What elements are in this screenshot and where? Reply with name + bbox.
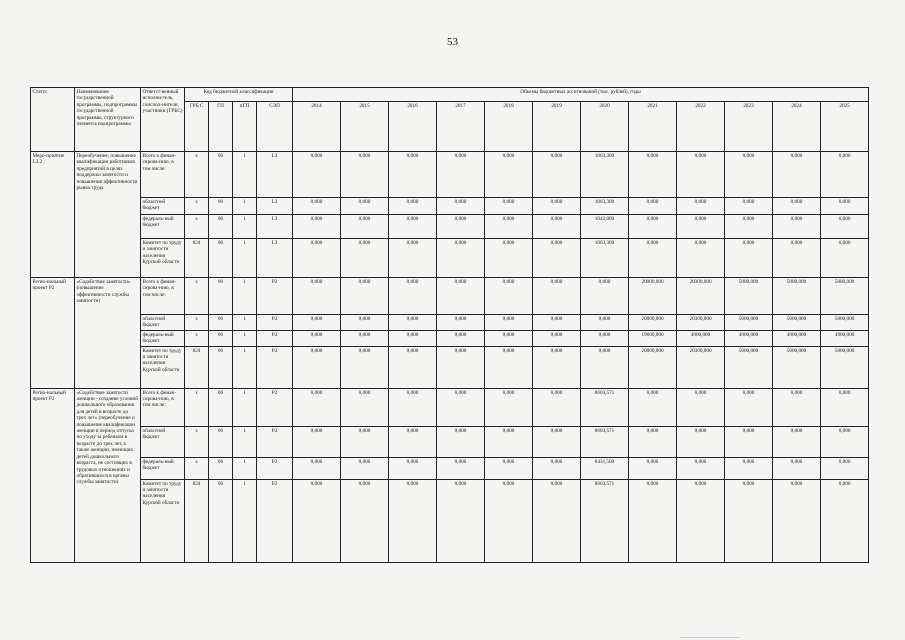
cell-value-2020: 8603,571 xyxy=(581,426,629,457)
cell-code: 1 xyxy=(233,278,257,315)
header-year-2023: 2023 xyxy=(725,102,773,152)
cell-code: 1 xyxy=(233,457,257,479)
cell-value-2024: 5000,000 xyxy=(773,315,821,331)
cell-status: Меро-приятие L3.2 xyxy=(31,152,75,278)
cell-code: 1 xyxy=(233,346,257,388)
cell-code: 06 xyxy=(209,479,233,562)
cell-value-2025: 5000,000 xyxy=(821,278,869,315)
cell-value-2018: 0,000 xyxy=(485,198,533,215)
cell-code: 1 xyxy=(233,239,257,278)
footer-line xyxy=(680,637,740,638)
cell-value-2016: 0,000 xyxy=(389,278,437,315)
cell-value-2014: 0,000 xyxy=(293,198,341,215)
cell-value-2023: 5000,000 xyxy=(725,346,773,388)
cell-value-2022: 0,000 xyxy=(677,479,725,562)
cell-value-2022: 0,000 xyxy=(677,457,725,479)
cell-value-2024: 0,000 xyxy=(773,388,821,426)
cell-value-2021: 0,000 xyxy=(629,479,677,562)
cell-code: 1 xyxy=(233,152,257,198)
cell-value-2025: 0,000 xyxy=(821,152,869,198)
cell-value-2022: 20300,000 xyxy=(677,315,725,331)
cell-value-2020: 1063,300 xyxy=(581,239,629,278)
cell-value-2023: 0,000 xyxy=(725,198,773,215)
table-row xyxy=(31,346,869,388)
cell-code: P2 xyxy=(257,330,293,346)
cell-value-2014: 0,000 xyxy=(293,330,341,346)
cell-value-2018: 0,000 xyxy=(485,330,533,346)
cell-value-2023: 4900,000 xyxy=(725,330,773,346)
cell-value-2017: 0,000 xyxy=(437,479,485,562)
cell-value-2023: 0,000 xyxy=(725,426,773,457)
cell-value-2018: 0,000 xyxy=(485,388,533,426)
cell-value-2016: 0,000 xyxy=(389,346,437,388)
cell-value-2016: 0,000 xyxy=(389,152,437,198)
cell-value-2017: 0,000 xyxy=(437,278,485,315)
cell-value-2015: 0,000 xyxy=(341,330,389,346)
header-year-2021: 2021 xyxy=(629,102,677,152)
cell-code: 1 xyxy=(233,426,257,457)
cell-code: L3 xyxy=(257,198,293,215)
cell-code: P2 xyxy=(257,426,293,457)
cell-code: 1 xyxy=(233,215,257,239)
header-code-col: СЭП xyxy=(257,102,293,152)
cell-value-2021: 0,000 xyxy=(629,388,677,426)
cell-executor: Всего к финан-сирова-нию, в том числе: xyxy=(141,152,185,198)
cell-value-2023: 0,000 xyxy=(725,388,773,426)
table-header xyxy=(31,88,869,152)
cell-code: P2 xyxy=(257,278,293,315)
cell-code: 06 xyxy=(209,426,233,457)
cell-code: 06 xyxy=(209,330,233,346)
cell-value-2017: 0,000 xyxy=(437,457,485,479)
cell-value-2021: 20000,000 xyxy=(629,278,677,315)
cell-value-2022: 0,000 xyxy=(677,388,725,426)
header-year-2019: 2019 xyxy=(533,102,581,152)
cell-executor: областной бюджет xyxy=(141,315,185,331)
table-row xyxy=(31,278,869,315)
cell-value-2014: 0,000 xyxy=(293,152,341,198)
cell-value-2025: 4900,000 xyxy=(821,330,869,346)
cell-executor: областной бюджет xyxy=(141,426,185,457)
cell-value-2019: 0,000 xyxy=(533,215,581,239)
cell-code: х xyxy=(185,278,209,315)
cell-value-2024: 0,000 xyxy=(773,479,821,562)
cell-value-2017: 0,000 xyxy=(437,152,485,198)
cell-value-2017: 0,000 xyxy=(437,388,485,426)
cell-name: «Содействие занятости» (повышение эффективности службы занятости) xyxy=(75,278,141,389)
cell-value-2019: 0,000 xyxy=(533,315,581,331)
header-volumes: Объемы бюджетных ассигнований (тыс. рублей), годы xyxy=(293,88,869,102)
cell-value-2019: 0,000 xyxy=(533,426,581,457)
header-status: Статус xyxy=(31,88,75,152)
cell-value-2024: 5000,000 xyxy=(773,346,821,388)
cell-value-2018: 0,000 xyxy=(485,215,533,239)
cell-value-2016: 0,000 xyxy=(389,215,437,239)
cell-value-2019: 0,000 xyxy=(533,388,581,426)
cell-value-2015: 0,000 xyxy=(341,479,389,562)
cell-value-2022: 0,000 xyxy=(677,215,725,239)
cell-value-2019: 0,000 xyxy=(533,457,581,479)
cell-value-2025: 0,000 xyxy=(821,198,869,215)
cell-value-2021: 0,000 xyxy=(629,426,677,457)
cell-value-2019: 0,000 xyxy=(533,152,581,198)
cell-code: L3 xyxy=(257,239,293,278)
cell-value-2024: 4900,000 xyxy=(773,330,821,346)
cell-code: 06 xyxy=(209,315,233,331)
header-code-col: пГП xyxy=(233,102,257,152)
cell-value-2019: 0,000 xyxy=(533,278,581,315)
cell-code: 06 xyxy=(209,346,233,388)
cell-code: P2 xyxy=(257,388,293,426)
cell-value-2024: 0,000 xyxy=(773,215,821,239)
cell-code: х xyxy=(185,198,209,215)
cell-value-2018: 0,000 xyxy=(485,479,533,562)
cell-value-2020: 0,000 xyxy=(581,315,629,331)
cell-value-2024: 0,000 xyxy=(773,152,821,198)
cell-value-2020: 8431,500 xyxy=(581,457,629,479)
cell-value-2015: 0,000 xyxy=(341,346,389,388)
cell-value-2015: 0,000 xyxy=(341,198,389,215)
cell-value-2022: 20300,000 xyxy=(677,278,725,315)
table-row xyxy=(31,457,869,479)
header-year-2024: 2024 xyxy=(773,102,821,152)
cell-code: 1 xyxy=(233,330,257,346)
cell-value-2019: 0,000 xyxy=(533,198,581,215)
cell-code: P2 xyxy=(257,457,293,479)
cell-value-2018: 0,000 xyxy=(485,315,533,331)
cell-value-2021: 0,000 xyxy=(629,457,677,479)
header-year-2015: 2015 xyxy=(341,102,389,152)
cell-value-2015: 0,000 xyxy=(341,388,389,426)
cell-value-2017: 0,000 xyxy=(437,198,485,215)
cell-value-2015: 0,000 xyxy=(341,457,389,479)
cell-value-2025: 0,000 xyxy=(821,388,869,426)
header-executor: Ответст-венный исполни-тель, соиспол-нители, участники (ГРБС) xyxy=(141,88,185,152)
cell-value-2025: 0,000 xyxy=(821,239,869,278)
cell-code: 06 xyxy=(209,152,233,198)
cell-value-2014: 0,000 xyxy=(293,388,341,426)
header-budget-code: Код бюджетной классификации xyxy=(185,88,293,102)
cell-value-2016: 0,000 xyxy=(389,479,437,562)
table-row xyxy=(31,198,869,215)
cell-value-2024: 0,000 xyxy=(773,457,821,479)
cell-code: 1 xyxy=(233,388,257,426)
cell-value-2024: 5000,000 xyxy=(773,278,821,315)
cell-value-2023: 0,000 xyxy=(725,215,773,239)
cell-value-2021: 0,000 xyxy=(629,239,677,278)
cell-value-2019: 0,000 xyxy=(533,239,581,278)
cell-value-2016: 0,000 xyxy=(389,198,437,215)
cell-executor: федераль-ный бюджет xyxy=(141,215,185,239)
cell-executor: Всего к финан-сирова-нию, в том числе: xyxy=(141,388,185,426)
cell-name: «Содействие занятости женщин - создание условий дошкольного образования для детей в возрасте до трех лет» (переобучение и повышение квалификации женщин в период отпуска по уходу за ребенком в возрасте до трех лет, а также женщин, имеющих детей дошкольного возраста, не состоящих в трудовых отношениях и обратившихся в органы службы занятости) xyxy=(75,388,141,562)
cell-value-2023: 0,000 xyxy=(725,479,773,562)
cell-value-2021: 0,000 xyxy=(629,152,677,198)
table-row xyxy=(31,426,869,457)
cell-value-2022: 20300,000 xyxy=(677,346,725,388)
cell-code: х xyxy=(185,152,209,198)
cell-code: 06 xyxy=(209,215,233,239)
table-row xyxy=(31,215,869,239)
cell-value-2015: 0,000 xyxy=(341,278,389,315)
table-row xyxy=(31,479,869,562)
cell-value-2016: 0,000 xyxy=(389,239,437,278)
cell-code: 1 xyxy=(233,315,257,331)
cell-value-2016: 0,000 xyxy=(389,388,437,426)
cell-code: 06 xyxy=(209,457,233,479)
cell-value-2015: 0,000 xyxy=(341,215,389,239)
cell-name: Переобучение, повышение квалификации работников предприятий в целях поддержки занятости и повышения эффективности рынка труда xyxy=(75,152,141,278)
page-number: 53 xyxy=(447,36,458,48)
cell-code: P2 xyxy=(257,315,293,331)
cell-value-2019: 0,000 xyxy=(533,330,581,346)
cell-value-2022: 0,000 xyxy=(677,152,725,198)
header-year-2017: 2017 xyxy=(437,102,485,152)
header-name: Наименование государственной программы, подпрограммы государственной программы, структурного элемента подпрограммы xyxy=(75,88,141,152)
cell-code: х xyxy=(185,457,209,479)
cell-executor: областной бюджет xyxy=(141,198,185,215)
cell-value-2014: 0,000 xyxy=(293,346,341,388)
cell-value-2014: 0,000 xyxy=(293,479,341,562)
cell-value-2020: 0,000 xyxy=(581,346,629,388)
cell-value-2020: 1063,300 xyxy=(581,152,629,198)
cell-value-2016: 0,000 xyxy=(389,330,437,346)
table-body xyxy=(31,152,869,563)
cell-value-2015: 0,000 xyxy=(341,239,389,278)
cell-status: Регио-нальный проект P2 xyxy=(31,278,75,389)
cell-code: 1 xyxy=(233,479,257,562)
cell-value-2014: 0,000 xyxy=(293,457,341,479)
cell-value-2018: 0,000 xyxy=(485,457,533,479)
cell-code: х xyxy=(185,426,209,457)
cell-value-2021: 19600,000 xyxy=(629,330,677,346)
cell-value-2025: 0,000 xyxy=(821,479,869,562)
cell-value-2017: 0,000 xyxy=(437,330,485,346)
cell-value-2016: 0,000 xyxy=(389,457,437,479)
header-year-2016: 2016 xyxy=(389,102,437,152)
cell-value-2019: 0,000 xyxy=(533,346,581,388)
cell-value-2022: 0,000 xyxy=(677,426,725,457)
cell-value-2021: 0,000 xyxy=(629,198,677,215)
header-year-2014: 2014 xyxy=(293,102,341,152)
cell-value-2022: 0,000 xyxy=(677,198,725,215)
cell-code: х xyxy=(185,388,209,426)
cell-code: P2 xyxy=(257,479,293,562)
cell-value-2022: 4900,000 xyxy=(677,330,725,346)
cell-value-2020: 1063,300 xyxy=(581,198,629,215)
cell-code: 1 xyxy=(233,198,257,215)
cell-value-2017: 0,000 xyxy=(437,215,485,239)
cell-value-2025: 0,000 xyxy=(821,426,869,457)
cell-code: х xyxy=(185,215,209,239)
cell-value-2014: 0,000 xyxy=(293,315,341,331)
header-year-2018: 2018 xyxy=(485,102,533,152)
table-row xyxy=(31,152,869,198)
header-year-2025: 2025 xyxy=(821,102,869,152)
header-year-2022: 2022 xyxy=(677,102,725,152)
cell-value-2025: 0,000 xyxy=(821,215,869,239)
cell-value-2018: 0,000 xyxy=(485,426,533,457)
cell-value-2016: 0,000 xyxy=(389,426,437,457)
cell-value-2021: 20000,000 xyxy=(629,346,677,388)
header-code-col: ГП xyxy=(209,102,233,152)
cell-code: 06 xyxy=(209,388,233,426)
cell-executor: Всего к финан-сирова-нию, в том числе: xyxy=(141,278,185,315)
table-row xyxy=(31,388,869,426)
cell-value-2014: 0,000 xyxy=(293,215,341,239)
cell-value-2023: 0,000 xyxy=(725,239,773,278)
table-row xyxy=(31,330,869,346)
cell-code: 06 xyxy=(209,278,233,315)
cell-code: 824 xyxy=(185,346,209,388)
cell-value-2021: 0,000 xyxy=(629,215,677,239)
table-row xyxy=(31,315,869,331)
cell-value-2015: 0,000 xyxy=(341,426,389,457)
cell-status: Регио-нальный проект P2 xyxy=(31,388,75,562)
cell-value-2017: 0,000 xyxy=(437,315,485,331)
cell-value-2024: 0,000 xyxy=(773,426,821,457)
cell-code: х xyxy=(185,315,209,331)
cell-code: 06 xyxy=(209,198,233,215)
cell-value-2017: 0,000 xyxy=(437,239,485,278)
cell-value-2024: 0,000 xyxy=(773,198,821,215)
cell-value-2020: 8603,571 xyxy=(581,388,629,426)
cell-value-2024: 0,000 xyxy=(773,239,821,278)
cell-value-2016: 0,000 xyxy=(389,315,437,331)
cell-executor: Комитет по труду и занятости населения Курской области xyxy=(141,479,185,562)
cell-value-2023: 0,000 xyxy=(725,152,773,198)
cell-value-2025: 0,000 xyxy=(821,457,869,479)
budget-allocation-table xyxy=(30,87,869,563)
cell-value-2020: 1042,000 xyxy=(581,215,629,239)
cell-code: 824 xyxy=(185,239,209,278)
budget-table-container xyxy=(30,87,868,563)
cell-code: 824 xyxy=(185,479,209,562)
cell-value-2025: 5000,000 xyxy=(821,315,869,331)
cell-value-2018: 0,000 xyxy=(485,346,533,388)
cell-code: 06 xyxy=(209,239,233,278)
cell-value-2014: 0,000 xyxy=(293,278,341,315)
table-row xyxy=(31,239,869,278)
cell-code: L3 xyxy=(257,215,293,239)
cell-executor: федераль-ный бюджет xyxy=(141,457,185,479)
header-year-2020: 2020 xyxy=(581,102,629,152)
cell-value-2023: 0,000 xyxy=(725,457,773,479)
cell-executor: Комитет по труду и занятости населения Курской области xyxy=(141,239,185,278)
cell-code: х xyxy=(185,330,209,346)
cell-value-2015: 0,000 xyxy=(341,152,389,198)
cell-executor: федераль-ный бюджет xyxy=(141,330,185,346)
cell-value-2017: 0,000 xyxy=(437,346,485,388)
cell-value-2021: 20000,000 xyxy=(629,315,677,331)
cell-code: P2 xyxy=(257,346,293,388)
header-code-col: ГРБ С xyxy=(185,102,209,152)
cell-value-2020: 0,000 xyxy=(581,278,629,315)
cell-value-2023: 5000,000 xyxy=(725,315,773,331)
cell-executor: Комитет по труду и занятости населения Курской области xyxy=(141,346,185,388)
cell-value-2018: 0,000 xyxy=(485,278,533,315)
cell-value-2020: 8603,571 xyxy=(581,479,629,562)
cell-value-2025: 5000,000 xyxy=(821,346,869,388)
cell-value-2014: 0,000 xyxy=(293,239,341,278)
cell-code: L3 xyxy=(257,152,293,198)
cell-value-2014: 0,000 xyxy=(293,426,341,457)
cell-value-2023: 5000,000 xyxy=(725,278,773,315)
cell-value-2017: 0,000 xyxy=(437,426,485,457)
cell-value-2018: 0,000 xyxy=(485,239,533,278)
cell-value-2018: 0,000 xyxy=(485,152,533,198)
cell-value-2015: 0,000 xyxy=(341,315,389,331)
cell-value-2019: 0,000 xyxy=(533,479,581,562)
cell-value-2020: 0,000 xyxy=(581,330,629,346)
cell-value-2022: 0,000 xyxy=(677,239,725,278)
